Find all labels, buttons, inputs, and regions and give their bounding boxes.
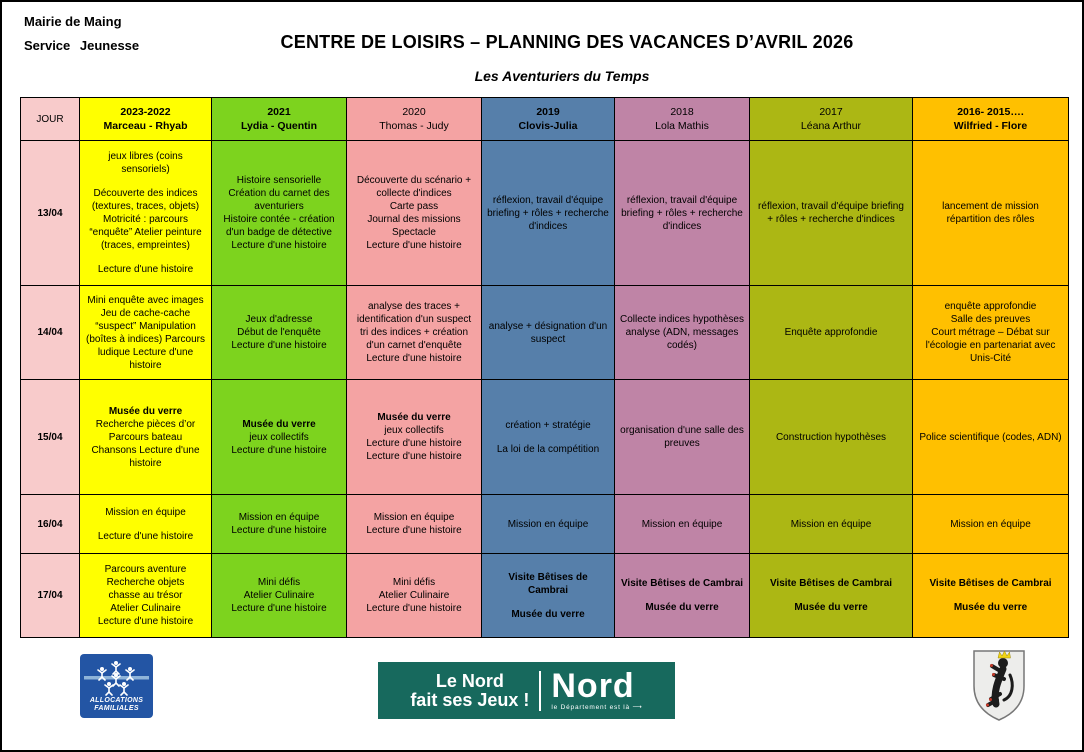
maing-coat-of-arms-icon xyxy=(970,648,1028,724)
activity-cell xyxy=(80,554,212,638)
activity-line: Découverte des indices (textures, traces, objets) Motricité : parcours “enquête” Atelier peinture (traces, empreintes) xyxy=(89,188,202,251)
activity-cell xyxy=(212,286,347,380)
activity-cell xyxy=(750,554,913,638)
activity-line: création + stratégie xyxy=(505,419,591,431)
activity-cell xyxy=(347,141,482,286)
activity-line: jeux collectifs xyxy=(249,431,309,443)
date-cell: 17/04 xyxy=(21,554,80,638)
activity-line: Court métrage – Débat sur l'écologie en partenariat avec Unis-Cité xyxy=(925,327,1056,364)
activity-line: Atelier Culinaire xyxy=(110,603,181,614)
header-row xyxy=(21,98,1069,141)
activity-line: Lecture d'une histoire xyxy=(97,616,194,627)
activity-cell xyxy=(80,141,212,286)
activity-line: Mission en équipe xyxy=(105,506,186,518)
activity-cell xyxy=(347,286,482,380)
group-year: 2016- 2015…. xyxy=(957,106,1024,118)
activity-line: Lecture d'une histoire xyxy=(231,340,327,351)
nord-slogan-line2: fait ses Jeux ! xyxy=(410,689,530,710)
activity-cell xyxy=(212,141,347,286)
nord-department-logo xyxy=(378,662,675,719)
activity-line: Collecte indices hypothèses analyse (ADN, messages codés) xyxy=(620,314,744,351)
group-animators: Lola Mathis xyxy=(655,120,709,132)
activity-line: répartition des rôles xyxy=(946,214,1035,225)
group-animators: Clovis-Julia xyxy=(518,120,578,132)
day-row xyxy=(21,380,1069,495)
date-cell: 15/04 xyxy=(21,380,80,495)
activity-line: organisation d'une salle des preuves xyxy=(620,425,744,449)
table-header xyxy=(21,98,1069,141)
activity-cell xyxy=(750,141,913,286)
date-cell: 13/04 xyxy=(21,141,80,286)
activity-cell xyxy=(482,141,615,286)
caf-logo-text xyxy=(90,697,143,713)
table-body xyxy=(21,141,1069,638)
activity-cell xyxy=(347,380,482,495)
column-header-group-5 xyxy=(615,98,750,141)
blank-line xyxy=(85,252,206,263)
date-cell: 16/04 xyxy=(21,495,80,554)
page-title: CENTRE DE LOISIRS – PLANNING DES VACANCES D’AVRIL 2026 xyxy=(280,32,854,52)
activity-line: Début de l'enquête xyxy=(237,327,321,338)
blank-line xyxy=(85,176,206,187)
activity-line: Mini défis xyxy=(392,577,436,588)
column-header-group-2 xyxy=(212,98,347,141)
activity-cell xyxy=(913,495,1069,554)
activity-line: Lecture d'une histoire xyxy=(366,438,462,449)
activity-line: analyse des traces + identification d'un suspect tri des indices + création d'un carnet d'enquête Lecture d'une histoire xyxy=(356,301,472,364)
group-animators: Léana Arthur xyxy=(800,120,862,132)
activity-line: Mini enquête avec images Jeu de cache-cache “suspect” Manipulation (boîtes à indices) Parcours ludique Lecture d'une histoire xyxy=(86,294,205,371)
activity-line: Mini défis xyxy=(257,577,301,588)
activity-line: Carte pass xyxy=(389,201,439,212)
activity-line: réflexion, travail d'équipe briefing + rôles + recherche d'indices xyxy=(758,201,904,225)
blank-line xyxy=(755,590,907,601)
activity-line: Construction hypothèses xyxy=(775,431,887,443)
activity-line: Visite Bêtises de Cambrai xyxy=(508,571,588,596)
nord-logo-separator xyxy=(539,671,541,711)
activity-line: Lecture d'une histoire xyxy=(97,264,194,275)
activity-cell xyxy=(212,495,347,554)
activity-line: Salle des preuves xyxy=(950,314,1031,325)
activity-line: Recherche objets xyxy=(106,577,185,588)
activity-line: Mission en équipe xyxy=(950,518,1031,530)
activity-line: Histoire sensorielle xyxy=(236,175,322,186)
blank-line xyxy=(487,432,609,443)
activity-cell xyxy=(750,286,913,380)
activity-line: Police scientifique (codes, ADN) xyxy=(919,431,1062,443)
activity-cell xyxy=(482,554,615,638)
activity-line: jeux collectifs xyxy=(384,425,444,436)
activity-line: enquête approfondie xyxy=(944,301,1037,312)
activity-line: Mission en équipe xyxy=(238,512,320,523)
activity-line: analyse + désignation d'un suspect xyxy=(488,320,608,345)
nord-tagline: le Département est là ⟶ xyxy=(551,704,643,711)
caf-allocations-familiales-logo xyxy=(80,654,153,718)
group-animators: Lydia - Quentin xyxy=(240,120,318,132)
activity-line: Musée du verre xyxy=(794,602,868,613)
activity-line: Mission en équipe xyxy=(641,518,723,530)
activity-line: réflexion, travail d'équipe briefing + rôles + recherche d'indices xyxy=(487,194,609,232)
activity-line: Visite Bêtises de Cambrai xyxy=(620,578,744,589)
activity-line: Musée du verre xyxy=(377,412,451,423)
caf-text-line1: ALLOCATIONS xyxy=(89,697,144,704)
activity-line: Lecture d'une histoire xyxy=(231,603,327,614)
date-cell: 14/04 xyxy=(21,286,80,380)
activity-line: Spectacle xyxy=(392,227,436,238)
caf-text-line2: FAMILIALES xyxy=(94,705,139,712)
activity-line: La loi de la compétition xyxy=(496,443,600,455)
activity-line: Parcours bateau xyxy=(108,431,183,443)
activity-line: Lecture d'une histoire xyxy=(366,525,462,536)
activity-line: Création du carnet des aventuriers xyxy=(228,188,330,212)
nord-slogan xyxy=(410,672,529,710)
org-line-2: Service Jeunesse xyxy=(24,38,140,53)
activity-line: Lecture d'une histoire xyxy=(366,603,462,614)
activity-line: Jeux d'adresse xyxy=(245,314,313,325)
activity-cell xyxy=(750,495,913,554)
activity-cell xyxy=(80,495,212,554)
day-row xyxy=(21,286,1069,380)
activity-cell xyxy=(482,286,615,380)
blank-line xyxy=(85,519,206,530)
activity-cell xyxy=(347,554,482,638)
group-year: 2023-2022 xyxy=(120,106,171,118)
activity-line: Découverte du scénario + collecte d'indices xyxy=(356,175,472,199)
column-header-group-7 xyxy=(913,98,1069,141)
column-header-group-6 xyxy=(750,98,913,141)
day-row xyxy=(21,495,1069,554)
blank-line xyxy=(487,597,609,608)
activity-line: Enquête approfondie xyxy=(784,327,878,338)
column-header-group-1 xyxy=(80,98,212,141)
activity-cell xyxy=(212,554,347,638)
activity-cell xyxy=(80,286,212,380)
activity-line: Lecture d'une histoire xyxy=(366,451,462,462)
activity-cell xyxy=(212,380,347,495)
activity-cell xyxy=(615,554,750,638)
activity-line: Musée du verre xyxy=(953,602,1028,613)
activity-cell xyxy=(615,495,750,554)
group-animators: Marceau - Rhyab xyxy=(103,120,188,132)
column-header-jour: JOUR xyxy=(21,98,80,141)
activity-line: jeux libres (coins sensoriels) xyxy=(108,151,183,175)
activity-line: lancement de mission xyxy=(942,201,1039,212)
activity-cell xyxy=(615,286,750,380)
activity-cell xyxy=(615,380,750,495)
day-row xyxy=(21,141,1069,286)
activity-line: Histoire contée - création d'un badge de détective xyxy=(223,214,335,238)
activity-line: Musée du verre xyxy=(511,608,585,620)
activity-line: Lecture d'une histoire xyxy=(231,525,327,536)
activity-cell xyxy=(615,141,750,286)
activity-line: Visite Bêtises de Cambrai xyxy=(929,578,1052,589)
nord-brand-wordmark: Nord xyxy=(551,667,635,705)
activity-line: chasse au trésor xyxy=(108,590,183,601)
group-year: 2017 xyxy=(819,106,843,118)
activity-cell xyxy=(913,380,1069,495)
activity-line: Lecture d'une histoire xyxy=(231,240,327,251)
activity-line: Musée du verre xyxy=(108,405,183,417)
group-year: 2019 xyxy=(536,106,560,118)
activity-line: Atelier Culinaire xyxy=(378,590,450,601)
blank-line xyxy=(918,590,1063,601)
activity-cell xyxy=(913,286,1069,380)
activity-line: Lecture d'une histoire xyxy=(97,530,194,542)
activity-line: Mission en équipe xyxy=(507,518,589,530)
group-year: 2020 xyxy=(402,106,426,118)
planning-table xyxy=(20,97,1069,638)
activity-cell xyxy=(80,380,212,495)
column-header-group-3 xyxy=(347,98,482,141)
group-animators: Wilfried - Flore xyxy=(953,120,1028,132)
activity-line: Lecture d'une histoire xyxy=(231,444,327,456)
group-animators: Thomas - Judy xyxy=(379,120,449,132)
activity-line: Atelier Culinaire xyxy=(243,590,315,601)
activity-cell xyxy=(482,495,615,554)
org-line-1: Mairie de Maing xyxy=(24,14,122,29)
activity-line: Mission en équipe xyxy=(790,518,872,530)
activity-line: Parcours aventure xyxy=(104,564,187,575)
nord-slogan-line1: Le Nord xyxy=(435,670,504,691)
activity-line: Recherche pièces d’or xyxy=(95,418,196,430)
activity-line: Musée du verre xyxy=(242,418,316,430)
blank-line xyxy=(620,590,744,601)
activity-cell xyxy=(347,495,482,554)
column-header-group-4 xyxy=(482,98,615,141)
caf-people-icon xyxy=(80,658,153,696)
activity-line: Mission en équipe xyxy=(373,512,455,523)
activity-line: Musée du verre xyxy=(645,602,719,613)
activity-cell xyxy=(750,380,913,495)
group-year: 2021 xyxy=(267,106,291,118)
activity-cell xyxy=(913,141,1069,286)
activity-cell xyxy=(913,554,1069,638)
activity-line: réflexion, travail d'équipe briefing + rôles + recherche d'indices xyxy=(621,194,743,232)
activity-line: Visite Bêtises de Cambrai xyxy=(769,578,893,589)
activity-line: Journal des missions xyxy=(367,214,461,225)
activity-cell xyxy=(482,380,615,495)
activity-line: Lecture d'une histoire xyxy=(366,240,462,251)
page-subtitle: Les Aventuriers du Temps xyxy=(474,68,650,84)
org-block xyxy=(24,14,139,62)
day-row xyxy=(21,554,1069,638)
activity-line: Chansons Lecture d'une histoire xyxy=(91,444,200,469)
group-year: 2018 xyxy=(670,106,694,118)
